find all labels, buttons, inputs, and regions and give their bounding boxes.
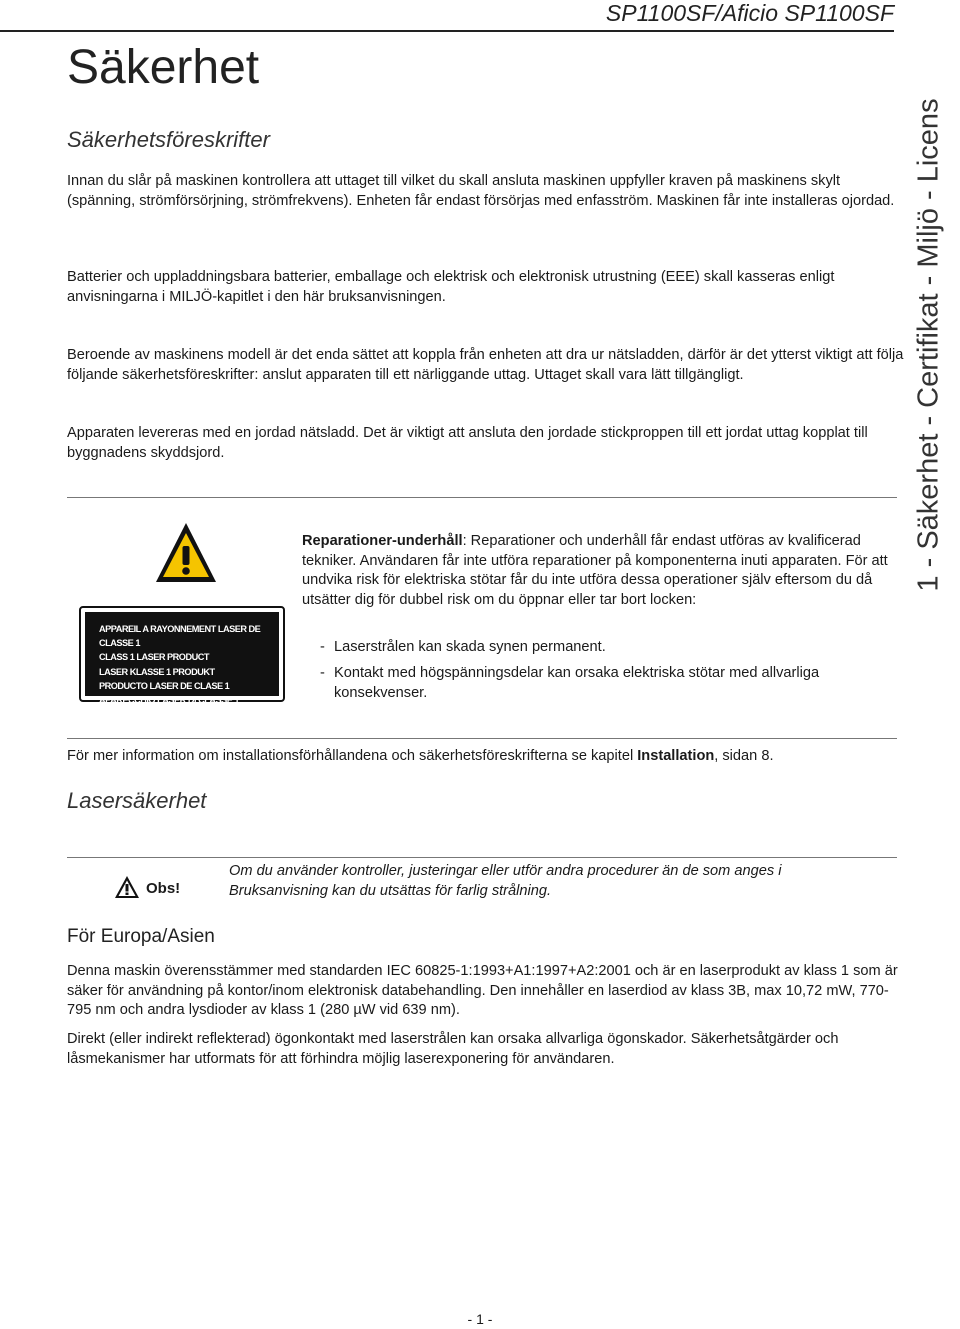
safety-paragraph-4: Apparaten levereras med en jordad nätsladd. Det är viktigt att ansluta den jordade stickproppen till ett jordat uttag kopplat till byggnadens skyddsjord.	[67, 425, 868, 461]
laser-label-line: APPAREIL A RAYONNEMENT LASER DE CLASSE 1	[99, 624, 261, 649]
safety-paragraph-1: Innan du slår på maskinen kontrollera att uttaget till vilket du skall ansluta maskinen uppfyller kraven på maskinens skylt (spänning, strömförsörjning, strömfrekvens). Enheten får endast försörjas med enfasström. Maskinen får inte installeras ojordad.	[67, 173, 895, 209]
safety-paragraph-3: Beroende av maskinens modell är det enda sättet att koppla från enheten att dra ur nätsladden, därför är det ytterst viktigt att följa följande säkerhetsföreskrifter: anslut apparaten till ett närliggande uttag. Uttaget skall vara lätt tillgängligt.	[67, 347, 904, 383]
page-title: Säkerhet	[67, 41, 260, 94]
safety-paragraph-2: Batterier och uppladdningsbara batterier, emballage och elektrisk och elektronisk utrustning (EEE) skall kasseras enligt anvisningarna i MILJÖ-kapitlet i den här bruksanvisningen.	[67, 269, 835, 305]
laser-label-line: APARECCHIO LASER DI CLASSE 1	[99, 695, 239, 706]
laser-class-label	[79, 606, 285, 706]
warning-triangle-icon	[153, 520, 219, 586]
section-title-safety: Säkerhetsföreskrifter	[67, 127, 270, 152]
divider-obs	[67, 857, 897, 858]
laser-label-line: LASER KLASSE 1 PRODUKT	[99, 666, 215, 677]
header-rule	[0, 30, 894, 32]
subsection-title-europe-asia: För Europa/Asien	[67, 926, 215, 947]
repair-text: : Reparationer och underhåll får endast utföras av kvalificerad tekniker. Användaren får inte utföra reparationer på komponenterna inuti apparaten. För att undvika risk för elektriska stötar får du inte utföra dessa operationer själv eftersom du då utsätter dig för dubbel risk om du öppnar eller tar bort locken:	[302, 533, 888, 608]
header-title: SP1100SF/Aficio SP1100SF	[605, 0, 894, 26]
page-number: - 1 -	[467, 1311, 493, 1327]
obs-note: Om du använder kontroller, justeringar eller utför andra procedurer än de som anges i Bruksanvisning kan du utsättas för farlig strålning.	[229, 863, 782, 899]
link-installation: Installation	[637, 748, 715, 764]
side-tab	[898, 0, 960, 690]
repair-bold-term: Reparationer-underhåll	[302, 533, 463, 549]
more-info-paragraph: För mer information om installationsförhållandena och säkerhetsföreskrifterna se kapitel Installation, sidan 8.	[67, 748, 774, 764]
repair-paragraph	[302, 532, 897, 610]
obs-label: Obs!	[146, 880, 181, 897]
obs-warning-icon	[114, 875, 140, 899]
laser-paragraph-2: Direkt (eller indirekt reflekterad) ögonkontakt med laserstrålen kan orsaka allvarliga ögonskador. Säkerhetsåtgärder och låsmekanismer har utformats för att förhindra möjlig laserexponering för användaren.	[67, 1031, 839, 1067]
laser-label-line: PRODUCTO LASER DE CLASE 1	[99, 680, 230, 691]
side-tab-label: 1 - Säkerhet - Certifikat - Miljö - Licens	[912, 98, 945, 592]
section-title-laser: Lasersäkerhet	[67, 788, 207, 813]
divider-middle	[67, 738, 897, 739]
laser-label-line: CLASS 1 LASER PRODUCT	[99, 652, 209, 663]
divider-top	[67, 497, 897, 498]
laser-paragraph-1: Denna maskin överensstämmer med standarden IEC 60825-1:1993+A1:1997+A2:2001 och är en laserprodukt av klass 1 som är säker för användning på kontor/inom elektronisk databehandling. Den innehåller en laserdiod av klass 3B, max 10,72 mW, 770-795 nm och andra lysdioder av klass 1 (280 µW vid 639 nm).	[67, 963, 898, 1018]
